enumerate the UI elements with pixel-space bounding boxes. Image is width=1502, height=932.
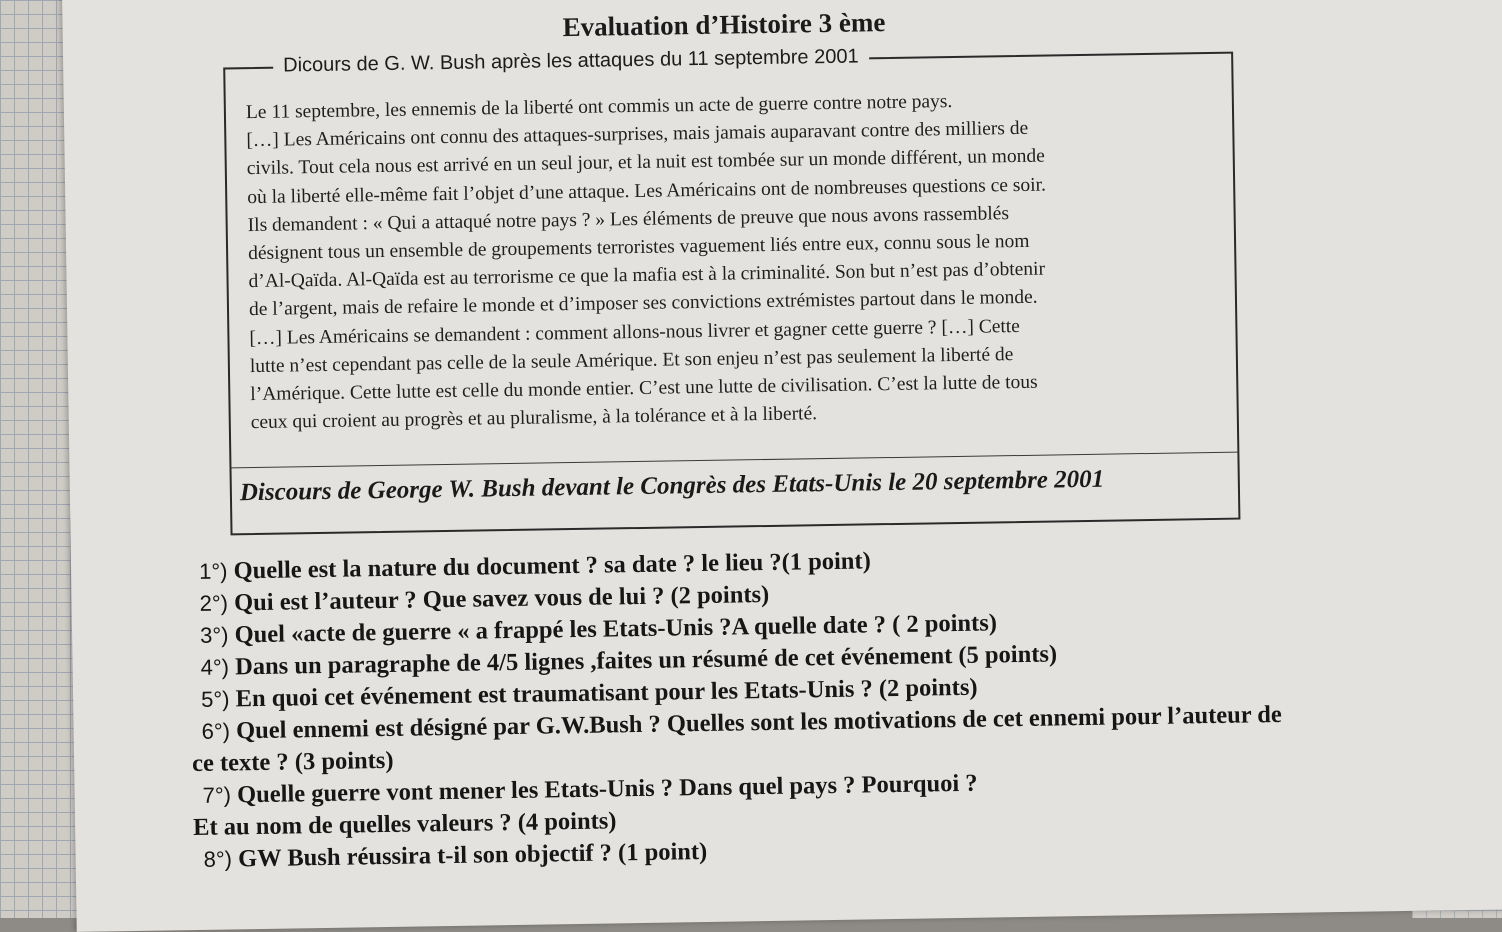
speech-line: d’Al-Qaïda. Al-Qaïda est au terrorisme ce que la mafia est à la criminalité. Son but n’est pas d’obtenir xyxy=(248,258,1046,293)
question-text: Quelle est la nature du document ? sa date ? le lieu ?(1 point) xyxy=(227,547,871,585)
question-number: 1°) xyxy=(198,558,228,584)
speech-line: de l’argent, mais de refaire le monde et d’imposer ses convictions extrémistes partout dans le monde. xyxy=(248,287,1038,321)
page-title: Evaluation d’Histoire 3 ème xyxy=(562,7,886,43)
question-number: 7°) xyxy=(202,782,232,808)
question-number: 2°) xyxy=(199,590,229,616)
question-number: 6°) xyxy=(201,718,231,744)
question-text: Qui est l’auteur ? Que savez vous de lui ? (2 points) xyxy=(227,580,770,617)
speech-line: l’Amérique. Cette lutte est celle du monde entier. C’est une lutte de civilisation. C’est la lutte de tous xyxy=(250,371,1038,406)
speech-line: […] Les Américains se demandent : comment allons-nous livrer et gagner cette guerre ? […] Cette xyxy=(249,315,1021,349)
document-source: Discours de George W. Bush devant le Congrès des Etats-Unis le 20 septembre 2001 xyxy=(239,465,1105,507)
speech-line: Le 11 septembre, les ennemis de la liberté ont commis un acte de guerre contre notre pays. xyxy=(245,91,953,124)
speech-line: Ils demandent : « Qui a attaqué notre pays ? » Les éléments de preuve que nous avons rassemblés xyxy=(247,202,1010,236)
question-text: Quelle guerre vont mener les Etats-Unis ? Dans quel pays ? Pourquoi ? xyxy=(230,769,978,809)
question-number: 3°) xyxy=(199,622,229,648)
question-text: En quoi cet événement est traumatisant pour les Etats-Unis ? (2 points) xyxy=(229,673,978,713)
document-box xyxy=(223,45,1240,536)
question-text: Quel ennemi est désigné par G.W.Bush ? Quelles sont les motivations de cet ennemi pour l’auteur de xyxy=(229,700,1283,745)
speech-line: lutte n’est cependant pas celle de la seule Amérique. Et son enjeu n’est pas seulement la liberté de xyxy=(249,343,1014,377)
speech-line: où la liberté elle-même fait l’objet d’une attaque. Les Américains ont de nombreuses questions ce soir. xyxy=(247,174,1047,208)
speech-text xyxy=(246,84,1216,438)
exam-sheet xyxy=(62,0,1502,932)
speech-line: désignent tous un ensemble de groupements terroristes vaguement liés entre eux, connu sous le nom xyxy=(247,230,1030,265)
question-text: Quel «acte de guerre « a frappé les Etats-Unis ?A quelle date ? ( 2 points) xyxy=(228,609,998,649)
question-text: Et au nom de quelles valeurs ? (4 points) xyxy=(192,807,617,842)
speech-line: civils. Tout cela nous est arrivé en un seul jour, et la nuit est tombée sur un monde différent, un monde xyxy=(246,145,1045,180)
question-number: 8°) xyxy=(203,846,233,872)
question-number: 4°) xyxy=(200,654,230,680)
question-text: Dans un paragraphe de 4/5 lignes ,faites un résumé de cet événement (5 points) xyxy=(228,640,1058,681)
question-text: ce texte ? (3 points) xyxy=(191,746,394,778)
question-list xyxy=(191,536,1474,876)
document-heading: Dicours de G. W. Bush après les attaques du 11 septembre 2001 xyxy=(273,45,869,77)
speech-line: ceux qui croient au progrès et au pluralisme, à la tolérance et à la liberté. xyxy=(250,403,818,434)
question-text: GW Bush réussira t-il son objectif ? (1 point) xyxy=(231,837,708,873)
speech-line: […] Les Américains ont connu des attaques-surprises, mais jamais auparavant contre des milliers de xyxy=(246,118,1029,152)
question-number: 5°) xyxy=(200,686,230,712)
